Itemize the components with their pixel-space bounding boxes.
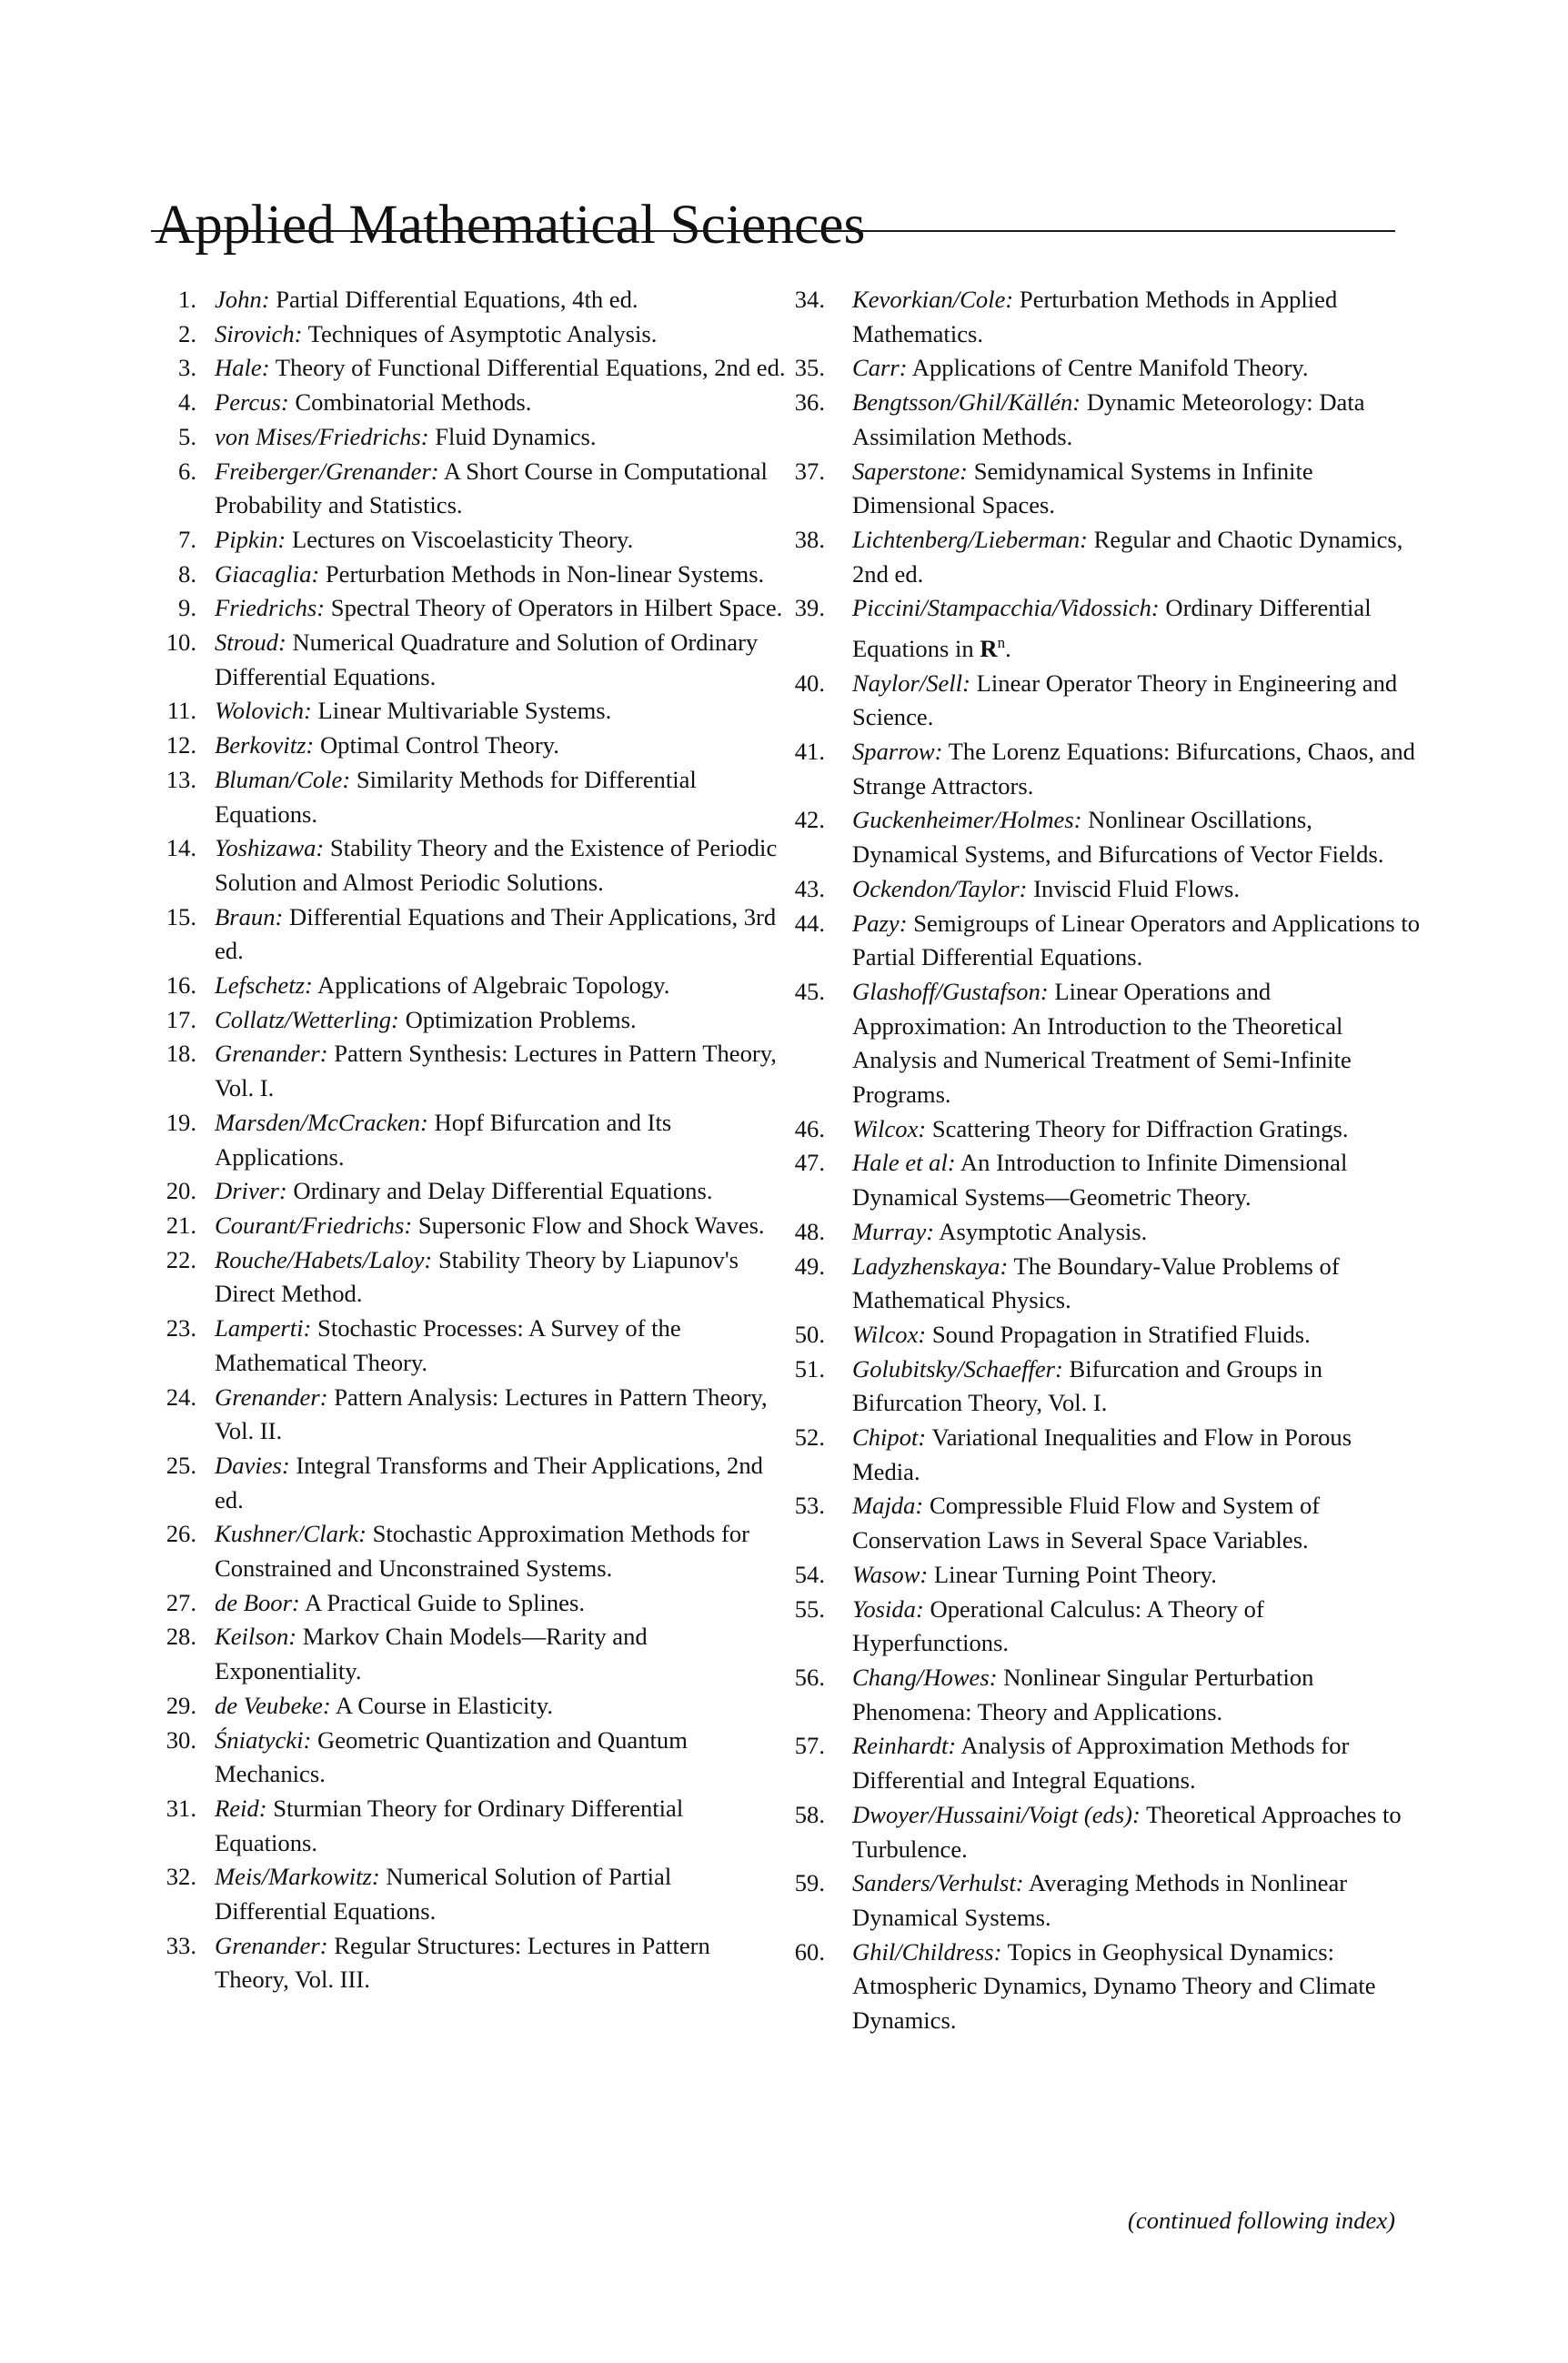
series-entry [160, 558, 788, 592]
entry-author: Meis/Markowitz: [215, 1863, 380, 1891]
entry-title: Differential Equations and Their Applications, 3rd ed. [215, 902, 777, 965]
series-entry [160, 1037, 788, 1105]
entry-author: Golubitsky/Schaeffer: [852, 1354, 1063, 1383]
entry-author: Wasow: [852, 1560, 929, 1588]
entry-title: A Course in Elasticity. [335, 1691, 553, 1719]
series-entry [160, 694, 788, 729]
series-entry [160, 1381, 788, 1449]
entry-number: 20. [166, 1177, 196, 1205]
entry-number: 10. [166, 628, 196, 657]
entry-number: 43. [794, 874, 825, 902]
entry-number: 22. [166, 1245, 196, 1273]
series-entry [784, 975, 1421, 1112]
series-entry [784, 1352, 1421, 1421]
entry-number: 30. [166, 1725, 196, 1754]
entry-number: 47. [794, 1149, 825, 1177]
page-title: Applied Mathematical Sciences [155, 194, 866, 256]
series-entry [160, 763, 788, 831]
entry-number: 59. [794, 1869, 825, 1897]
series-entry [784, 1729, 1421, 1797]
series-entry [784, 1250, 1421, 1318]
series-entry [784, 455, 1421, 523]
series-entry [160, 1792, 788, 1860]
entry-title: Geometric Quantization and Quantum Mechanics. [215, 1725, 688, 1788]
entry-author: Chang/Howes: [852, 1663, 998, 1691]
series-entry [784, 872, 1421, 907]
entry-title: Combinatorial Methods. [295, 388, 532, 417]
entry-author: Reinhardt: [852, 1732, 957, 1760]
series-entry [160, 1724, 788, 1792]
entry-title: Fluid Dynamics. [435, 422, 597, 450]
entry-title: A Short Course in Computational Probability and Statistics. [215, 457, 768, 519]
entry-author: Wolovich: [215, 697, 312, 725]
entry-author: Sparrow: [852, 738, 943, 765]
entry-title: Inviscid Fluid Flows. [1033, 874, 1241, 902]
entry-title: Perturbation Methods in Non-linear Systems. [325, 559, 765, 588]
series-entry [784, 1146, 1421, 1214]
entry-author: Hale: [215, 354, 270, 382]
entry-number: 3. [178, 354, 196, 382]
series-entry [160, 1689, 788, 1724]
entry-number: 48. [794, 1217, 825, 1245]
entry-author: Braun: [215, 902, 284, 930]
entry-title: Similarity Methods for Differential Equations. [215, 765, 697, 828]
entry-title: Analysis of Approximation Methods for Differential and Integral Equations. [852, 1732, 1350, 1795]
entry-author: Giacaglia: [215, 559, 320, 588]
entry-title: Linear Multivariable Systems. [317, 697, 612, 725]
entry-title-symbol: R [980, 634, 998, 662]
entry-title: Sound Propagation in Stratified Fluids. [931, 1320, 1311, 1348]
series-entry [160, 1312, 788, 1380]
series-entry [784, 386, 1421, 454]
entry-number: 36. [794, 388, 825, 417]
entry-number: 7. [178, 525, 196, 553]
series-entry [784, 1593, 1421, 1661]
entry-author: de Boor: [215, 1588, 300, 1616]
entry-number: 9. [178, 594, 196, 622]
series-entry [160, 1243, 788, 1312]
series-entry [160, 1929, 788, 1997]
entry-number: 31. [166, 1794, 196, 1822]
entry-title: Applications of Algebraic Topology. [317, 971, 670, 1000]
entry-author: Yoshizawa: [215, 834, 325, 862]
entry-number: 41. [794, 738, 825, 765]
entry-author: Yosida: [852, 1594, 924, 1623]
entry-number: 4. [178, 388, 196, 417]
entry-author: Stroud: [215, 628, 286, 657]
entry-number: 32. [166, 1863, 196, 1891]
entry-number: 50. [794, 1320, 825, 1348]
entry-author: Ockendon/Taylor: [852, 874, 1028, 902]
entry-author: Grenander: [215, 1383, 328, 1411]
entry-author: de Veubeke: [215, 1691, 331, 1719]
series-entry [784, 1318, 1421, 1352]
entry-title: Stochastic Approximation Methods for Constrained and Unconstrained Systems. [215, 1520, 749, 1583]
entry-author: Davies: [215, 1451, 290, 1479]
entry-title: Optimization Problems. [405, 1005, 637, 1033]
series-entry [160, 729, 788, 763]
entry-number: 14. [166, 834, 196, 862]
entry-author: Courant/Friedrichs: [215, 1211, 413, 1239]
entry-title: Semidynamical Systems in Infinite Dimensional Spaces. [852, 457, 1313, 519]
entry-number: 58. [794, 1800, 825, 1828]
series-entry [160, 351, 788, 386]
series-entry [160, 1106, 788, 1174]
series-entry [160, 969, 788, 1003]
entry-author: Keilson: [215, 1623, 297, 1651]
series-entry [784, 1798, 1421, 1866]
series-entry [160, 900, 788, 969]
entry-author: Pazy: [852, 909, 908, 937]
entry-author: Kevorkian/Cole: [852, 286, 1014, 313]
entry-author: Ladyzhenskaya: [852, 1252, 1009, 1280]
entry-number: 17. [166, 1005, 196, 1033]
entry-author: Percus: [215, 388, 289, 417]
series-entry [784, 1215, 1421, 1250]
entry-author: Piccini/Stampacchia/Vidossich: [852, 594, 1160, 622]
series-entry [160, 1003, 788, 1038]
series-entry [160, 1620, 788, 1688]
entry-title: Techniques of Asymptotic Analysis. [307, 319, 658, 347]
series-entry [160, 1174, 788, 1209]
entry-author: Bengtsson/Ghil/Källén: [852, 388, 1081, 417]
entry-title: Linear Turning Point Theory. [933, 1560, 1217, 1588]
entry-author: Majda: [852, 1492, 924, 1520]
entry-title: Integral Transforms and Their Applications, 2nd ed. [215, 1451, 763, 1513]
entry-number: 60. [794, 1937, 825, 1966]
entry-number: 57. [794, 1732, 825, 1760]
entry-author: Kushner/Clark: [215, 1520, 367, 1548]
entry-title: Theoretical Approaches to Turbulence. [852, 1800, 1402, 1863]
entry-title: Scattering Theory for Diffraction Gratings. [931, 1114, 1349, 1142]
entry-author: Carr: [852, 354, 908, 382]
series-entry [160, 626, 788, 694]
entry-title: Stability Theory by Liapunov's Direct Method. [215, 1245, 739, 1308]
entry-author: John: [215, 286, 270, 313]
entry-author: Glashoff/Gustafson: [852, 977, 1049, 1005]
entry-author: Driver: [215, 1177, 287, 1205]
entry-author: Bluman/Cole: [215, 765, 351, 793]
entry-title: Averaging Methods in Nonlinear Dynamical Systems. [852, 1869, 1348, 1931]
entry-author: Rouche/Habets/Laloy: [215, 1245, 433, 1273]
entry-author: Freiberger/Grenander: [215, 457, 439, 485]
series-entry [160, 420, 788, 455]
series-entry [160, 455, 788, 523]
entry-number: 16. [166, 971, 196, 1000]
series-entry [160, 1449, 788, 1517]
entry-author: Berkovitz: [215, 731, 315, 759]
entry-author: Reid: [215, 1794, 267, 1822]
series-entry [160, 283, 788, 317]
entry-author: Murray: [852, 1217, 935, 1245]
entry-number: 18. [166, 1040, 196, 1068]
entry-title: Sturmian Theory for Ordinary Differential Equations. [215, 1794, 684, 1856]
entry-title: Bifurcation and Groups in Bifurcation Theory, Vol. I. [852, 1354, 1322, 1417]
entry-number: 1. [178, 286, 196, 313]
entry-author: Guckenheimer/Holmes: [852, 806, 1082, 834]
entry-number: 46. [794, 1114, 825, 1142]
series-entry [160, 386, 788, 420]
entry-number: 35. [794, 354, 825, 382]
entry-author: Pipkin: [215, 525, 286, 553]
entry-number: 12. [166, 731, 196, 759]
entry-title: The Boundary-Value Problems of Mathematical Physics. [852, 1252, 1340, 1314]
series-entry [160, 1586, 788, 1621]
entry-author: Śniatycki: [215, 1725, 312, 1754]
entry-title: Ordinary and Delay Differential Equations. [293, 1177, 713, 1205]
entry-number: 13. [166, 765, 196, 793]
entry-number: 29. [166, 1691, 196, 1719]
series-entry [160, 1860, 788, 1928]
entry-title: Stability Theory and the Existence of Periodic Solution and Almost Periodic Solutions. [215, 834, 778, 896]
series-entry [160, 831, 788, 900]
series-entry [160, 1209, 788, 1243]
entry-title: Regular and Chaotic Dynamics, 2nd ed. [852, 525, 1403, 588]
entry-number: 26. [166, 1520, 196, 1548]
entry-title: Perturbation Methods in Applied Mathematics. [852, 286, 1338, 347]
entry-title: Spectral Theory of Operators in Hilbert Space. [330, 594, 783, 622]
entry-number: 45. [794, 977, 825, 1005]
entry-number: 40. [794, 669, 825, 697]
entry-number: 42. [794, 806, 825, 834]
entry-number: 54. [794, 1560, 825, 1588]
entry-number: 39. [794, 594, 825, 622]
entry-title: Supersonic Flow and Shock Waves. [417, 1211, 765, 1239]
entry-title: Topics in Geophysical Dynamics: Atmospheric Dynamics, Dynamo Theory and Climate Dynamics. [852, 1937, 1376, 2035]
entry-author: Ghil/Childress: [852, 1937, 1002, 1966]
entry-title: Markov Chain Models—Rarity and Exponentiality. [215, 1623, 648, 1685]
entry-title: Pattern Synthesis: Lectures in Pattern Theory, Vol. I. [215, 1040, 777, 1102]
entry-number: 38. [794, 525, 825, 553]
entry-title: Optimal Control Theory. [319, 731, 559, 759]
entry-title: Nonlinear Oscillations, Dynamical Systems, and Bifurcations of Vector Fields. [852, 806, 1384, 869]
entry-title: Regular Structures: Lectures in Pattern Theory, Vol. III. [215, 1931, 710, 1994]
series-entry [160, 1517, 788, 1585]
entry-title: The Lorenz Equations: Bifurcations, Chaos, and Strange Attractors. [852, 738, 1415, 799]
entry-title: Semigroups of Linear Operators and Applications to Partial Differential Equations. [852, 909, 1421, 971]
entry-number: 27. [166, 1588, 196, 1616]
series-entry [784, 1661, 1421, 1729]
entry-author: von Mises/Friedrichs: [215, 422, 429, 450]
entry-number: 6. [178, 457, 196, 485]
entry-author: Grenander: [215, 1040, 328, 1068]
title-divider [151, 230, 1395, 232]
series-entry [784, 1112, 1421, 1147]
entry-author: Sanders/Verhulst: [852, 1869, 1024, 1897]
series-entry [160, 317, 788, 352]
entry-number: 53. [794, 1492, 825, 1520]
entry-number: 33. [166, 1931, 196, 1959]
entry-title: Numerical Quadrature and Solution of Ordinary Differential Equations. [215, 628, 759, 690]
entry-number: 49. [794, 1252, 825, 1280]
entry-number: 11. [166, 697, 196, 725]
entry-number: 15. [166, 902, 196, 930]
entry-author: Lichtenberg/Lieberman: [852, 525, 1089, 553]
entry-author: Grenander: [215, 1931, 328, 1959]
entry-number: 5. [178, 422, 196, 450]
entry-title: Operational Calculus: A Theory of Hyperfunctions. [852, 1594, 1264, 1657]
entry-author: Naylor/Sell: [852, 669, 970, 697]
entry-title-superscript: n [997, 634, 1006, 652]
entry-title: Lectures on Viscoelasticity Theory. [291, 525, 634, 553]
series-entry [784, 803, 1421, 871]
series-entry [160, 523, 788, 558]
entry-title: Hopf Bifurcation and Its Applications. [215, 1108, 672, 1171]
entry-author: Chipot: [852, 1423, 927, 1452]
series-entry [784, 283, 1421, 351]
entry-title: Linear Operations and Approximation: An Introduction to the Theoretical Analysis and Numerical Treatment of Semi-Infinite Programs. [852, 977, 1352, 1109]
entry-title: Ordinary Differential Equations in [852, 594, 1372, 662]
series-entry [784, 667, 1421, 735]
entry-number: 37. [794, 457, 825, 485]
entry-number: 8. [178, 559, 196, 588]
entry-author: Lefschetz: [215, 971, 313, 1000]
continued-note: (continued following index) [1128, 2207, 1395, 2234]
entry-number: 28. [166, 1623, 196, 1651]
entry-author: Wilcox: [852, 1320, 927, 1348]
entry-number: 25. [166, 1451, 196, 1479]
entry-author: Wilcox: [852, 1114, 927, 1142]
entry-number: 2. [178, 319, 196, 347]
entry-number: 51. [794, 1354, 825, 1383]
entry-author: Hale et al: [852, 1149, 956, 1177]
entry-title: Dynamic Meteorology: Data Assimilation Methods. [852, 388, 1365, 450]
entry-title: Nonlinear Singular Perturbation Phenomena: Theory and Applications. [852, 1663, 1314, 1725]
entry-title: Variational Inequalities and Flow in Porous Media. [852, 1423, 1352, 1485]
entry-title: Numerical Solution of Partial Differential Equations. [215, 1863, 672, 1926]
entry-author: Marsden/McCracken: [215, 1108, 428, 1136]
entry-author: Friedrichs: [215, 594, 326, 622]
entry-title: Partial Differential Equations, 4th ed. [276, 286, 638, 313]
series-entry [784, 1489, 1421, 1557]
entry-title: Stochastic Processes: A Survey of the Mathematical Theory. [215, 1314, 681, 1376]
series-entry [784, 591, 1421, 666]
entry-author: Dwoyer/Hussaini/Voigt (eds): [852, 1800, 1141, 1828]
entry-number: 19. [166, 1108, 196, 1136]
series-list-right-column [784, 283, 1421, 2038]
entry-number: 34. [794, 286, 825, 313]
entry-title-end: . [1005, 634, 1011, 662]
entry-title: Linear Operator Theory in Engineering and Science. [852, 669, 1398, 731]
entry-number: 21. [166, 1211, 196, 1239]
entry-author: Lamperti: [215, 1314, 312, 1342]
entry-author: Collatz/Wetterling: [215, 1005, 399, 1033]
entry-title: Asymptotic Analysis. [939, 1217, 1148, 1245]
entry-author: Saperstone: [852, 457, 969, 485]
entry-author: Sirovich: [215, 319, 303, 347]
entry-title: Compressible Fluid Flow and System of Conservation Laws in Several Space Variables. [852, 1492, 1321, 1554]
series-entry [784, 1421, 1421, 1489]
series-entry [784, 1936, 1421, 2038]
series-list-left-column [160, 283, 788, 1997]
series-entry [784, 907, 1421, 975]
series-entry [160, 591, 788, 626]
series-entry [784, 523, 1421, 591]
entry-number: 56. [794, 1663, 825, 1691]
series-entry [784, 1866, 1421, 1935]
entry-title: Theory of Functional Differential Equations, 2nd ed. [275, 354, 786, 382]
series-entry [784, 1558, 1421, 1593]
entry-title: Applications of Centre Manifold Theory. [911, 354, 1309, 382]
entry-title: A Practical Guide to Splines. [304, 1588, 585, 1616]
series-entry [784, 351, 1421, 386]
entry-title: An Introduction to Infinite Dimensional Dynamical Systems—Geometric Theory. [852, 1149, 1348, 1212]
entry-number: 55. [794, 1594, 825, 1623]
entry-number: 23. [166, 1314, 196, 1342]
series-entry [784, 735, 1421, 803]
entry-title: Pattern Analysis: Lectures in Pattern Theory, Vol. II. [215, 1383, 768, 1445]
entry-number: 24. [166, 1383, 196, 1411]
entry-number: 44. [794, 909, 825, 937]
entry-number: 52. [794, 1423, 825, 1452]
